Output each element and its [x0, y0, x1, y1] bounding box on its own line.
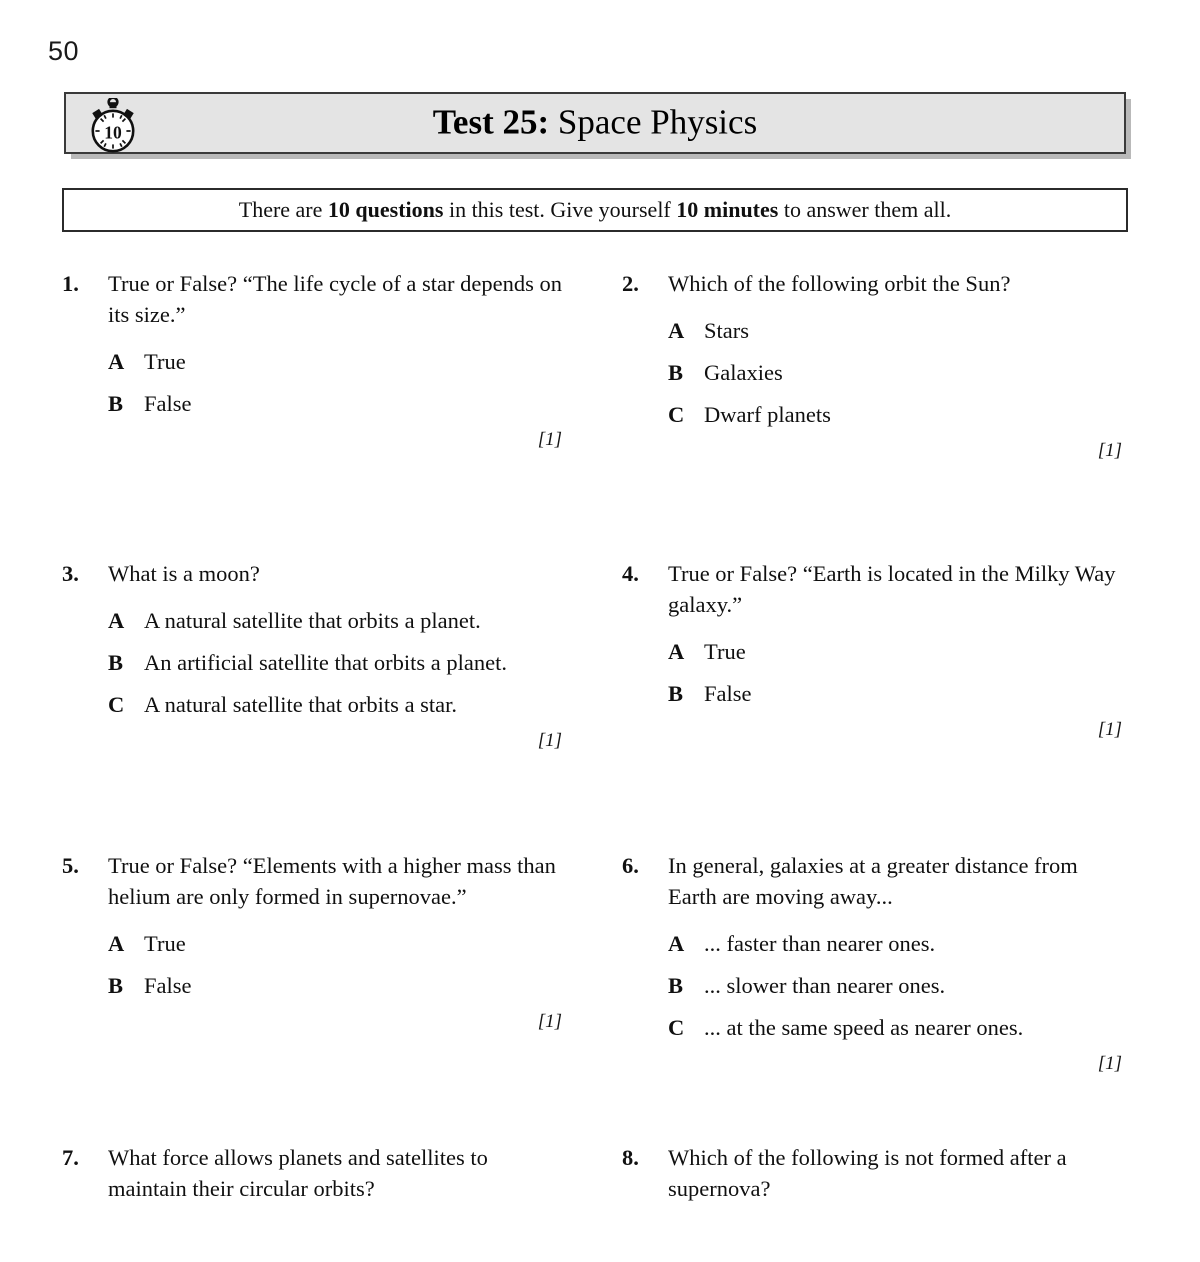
question-2-number: 2.: [622, 271, 639, 296]
question-1-text: True or False? “The life cycle of a star depends on its size.”: [108, 271, 563, 327]
page-number: 50: [48, 36, 80, 66]
option-label: True: [144, 349, 186, 374]
question-2-option-c[interactable]: [668, 399, 1122, 430]
option-label: A natural satellite that orbits a star.: [144, 692, 458, 717]
option-letter: B: [108, 973, 124, 998]
question-row: [0, 1142, 1200, 1262]
question-1-option-b[interactable]: [108, 388, 562, 419]
question-6-options: [622, 928, 1122, 1043]
question-6-option-b[interactable]: [668, 970, 1122, 1001]
question-1-options: [62, 346, 562, 419]
option-letter: A: [108, 349, 125, 374]
question-row: [0, 850, 1200, 1142]
question-3-option-c[interactable]: [108, 689, 562, 720]
title-prefix: Test 25:: [432, 102, 550, 142]
title-subject: Space Physics: [549, 102, 758, 142]
question-row: [0, 268, 1200, 558]
question-2-head: [622, 268, 1122, 299]
question-4-marks: [1]: [1097, 719, 1122, 740]
page-title: [66, 102, 1124, 142]
option-letter: C: [108, 692, 125, 717]
option-label: True: [704, 639, 746, 664]
instructions-question-count: 10 questions: [327, 196, 444, 222]
option-letter: B: [668, 973, 684, 998]
question-8-number: 8.: [622, 1145, 639, 1170]
option-letter: B: [108, 391, 124, 416]
question-2: [622, 268, 1122, 460]
instructions-part-3: to answer them all.: [778, 196, 952, 222]
question-5-option-a[interactable]: [108, 928, 562, 959]
instructions-time-limit: 10 minutes: [676, 196, 779, 222]
question-4-option-a[interactable]: [668, 636, 1122, 667]
question-5-text: True or False? “Elements with a higher mass than helium are only formed in supernovae.”: [108, 853, 556, 909]
instructions-box: [62, 188, 1128, 232]
option-letter: B: [668, 681, 684, 706]
question-6-number: 6.: [622, 853, 639, 878]
question-4: [622, 558, 1122, 739]
question-6-option-c[interactable]: [668, 1012, 1122, 1043]
option-label: ... slower than nearer ones.: [704, 973, 946, 998]
question-3-head: [62, 558, 562, 589]
question-3-options: [62, 605, 562, 720]
question-5-number: 5.: [62, 853, 79, 878]
question-4-number: 4.: [622, 561, 639, 586]
question-5-options: [62, 928, 562, 1001]
question-8-text: Which of the following is not formed after a supernova?: [668, 1145, 1067, 1201]
option-letter: C: [668, 1015, 685, 1040]
option-letter: A: [108, 608, 125, 633]
option-letter: A: [668, 931, 685, 956]
question-1-option-a[interactable]: [108, 346, 562, 377]
question-1-number: 1.: [62, 271, 79, 296]
option-letter: A: [668, 318, 685, 343]
option-label: An artificial satellite that orbits a planet.: [144, 650, 507, 675]
question-4-option-b[interactable]: [668, 678, 1122, 709]
question-1: [62, 268, 562, 449]
question-4-text: True or False? “Earth is located in the Milky Way galaxy.”: [668, 561, 1116, 617]
option-label: ... faster than nearer ones.: [704, 931, 936, 956]
instructions-part-1: There are: [238, 196, 328, 222]
question-3-marks: [1]: [537, 730, 562, 751]
question-4-options: [622, 636, 1122, 709]
option-letter: C: [668, 402, 685, 427]
test-title-banner: [64, 92, 1126, 154]
option-label: A natural satellite that orbits a planet.: [144, 608, 481, 633]
question-1-head: [62, 268, 562, 330]
question-6-option-a[interactable]: [668, 928, 1122, 959]
option-label: Galaxies: [704, 360, 783, 385]
question-2-option-b[interactable]: [668, 357, 1122, 388]
question-row: [0, 558, 1200, 850]
question-6-marks: [1]: [1097, 1053, 1122, 1074]
question-5-head: [62, 850, 562, 912]
question-5-option-b[interactable]: [108, 970, 562, 1001]
question-3-text: What is a moon?: [108, 561, 260, 586]
question-3-option-a[interactable]: [108, 605, 562, 636]
question-3-number: 3.: [62, 561, 79, 586]
question-6: [622, 850, 1122, 1073]
option-letter: A: [668, 639, 685, 664]
instructions-text: [64, 198, 1126, 222]
stopwatch-value: 10: [104, 122, 122, 143]
question-6-text: In general, galaxies at a greater distance from Earth are moving away...: [668, 853, 1078, 909]
question-6-head: [622, 850, 1122, 912]
question-5: [62, 850, 562, 1031]
option-letter: A: [108, 931, 125, 956]
instructions-part-2: in this test. Give yourself: [443, 196, 677, 222]
questions-area: [0, 268, 1200, 1262]
question-3-option-b[interactable]: [108, 647, 562, 678]
option-label: True: [144, 931, 186, 956]
option-label: False: [704, 681, 752, 706]
question-2-marks: [1]: [1097, 440, 1122, 461]
option-label: ... at the same speed as nearer ones.: [704, 1015, 1024, 1040]
option-letter: B: [668, 360, 684, 385]
question-8: [622, 1142, 1122, 1204]
question-8-head: [622, 1142, 1122, 1204]
option-label: Dwarf planets: [704, 402, 831, 427]
question-7-text: What force allows planets and satellites to maintain their circular orbits?: [108, 1145, 488, 1201]
option-label: False: [144, 973, 192, 998]
question-5-marks: [1]: [537, 1011, 562, 1032]
question-3: [62, 558, 562, 750]
question-4-head: [622, 558, 1122, 620]
question-2-option-a[interactable]: [668, 315, 1122, 346]
question-2-options: [622, 315, 1122, 430]
option-label: Stars: [704, 318, 749, 343]
question-7: [62, 1142, 562, 1204]
option-letter: B: [108, 650, 124, 675]
question-7-number: 7.: [62, 1145, 79, 1170]
question-2-text: Which of the following orbit the Sun?: [668, 271, 1011, 296]
question-1-marks: [1]: [537, 429, 562, 450]
option-label: False: [144, 391, 192, 416]
question-7-head: [62, 1142, 562, 1204]
